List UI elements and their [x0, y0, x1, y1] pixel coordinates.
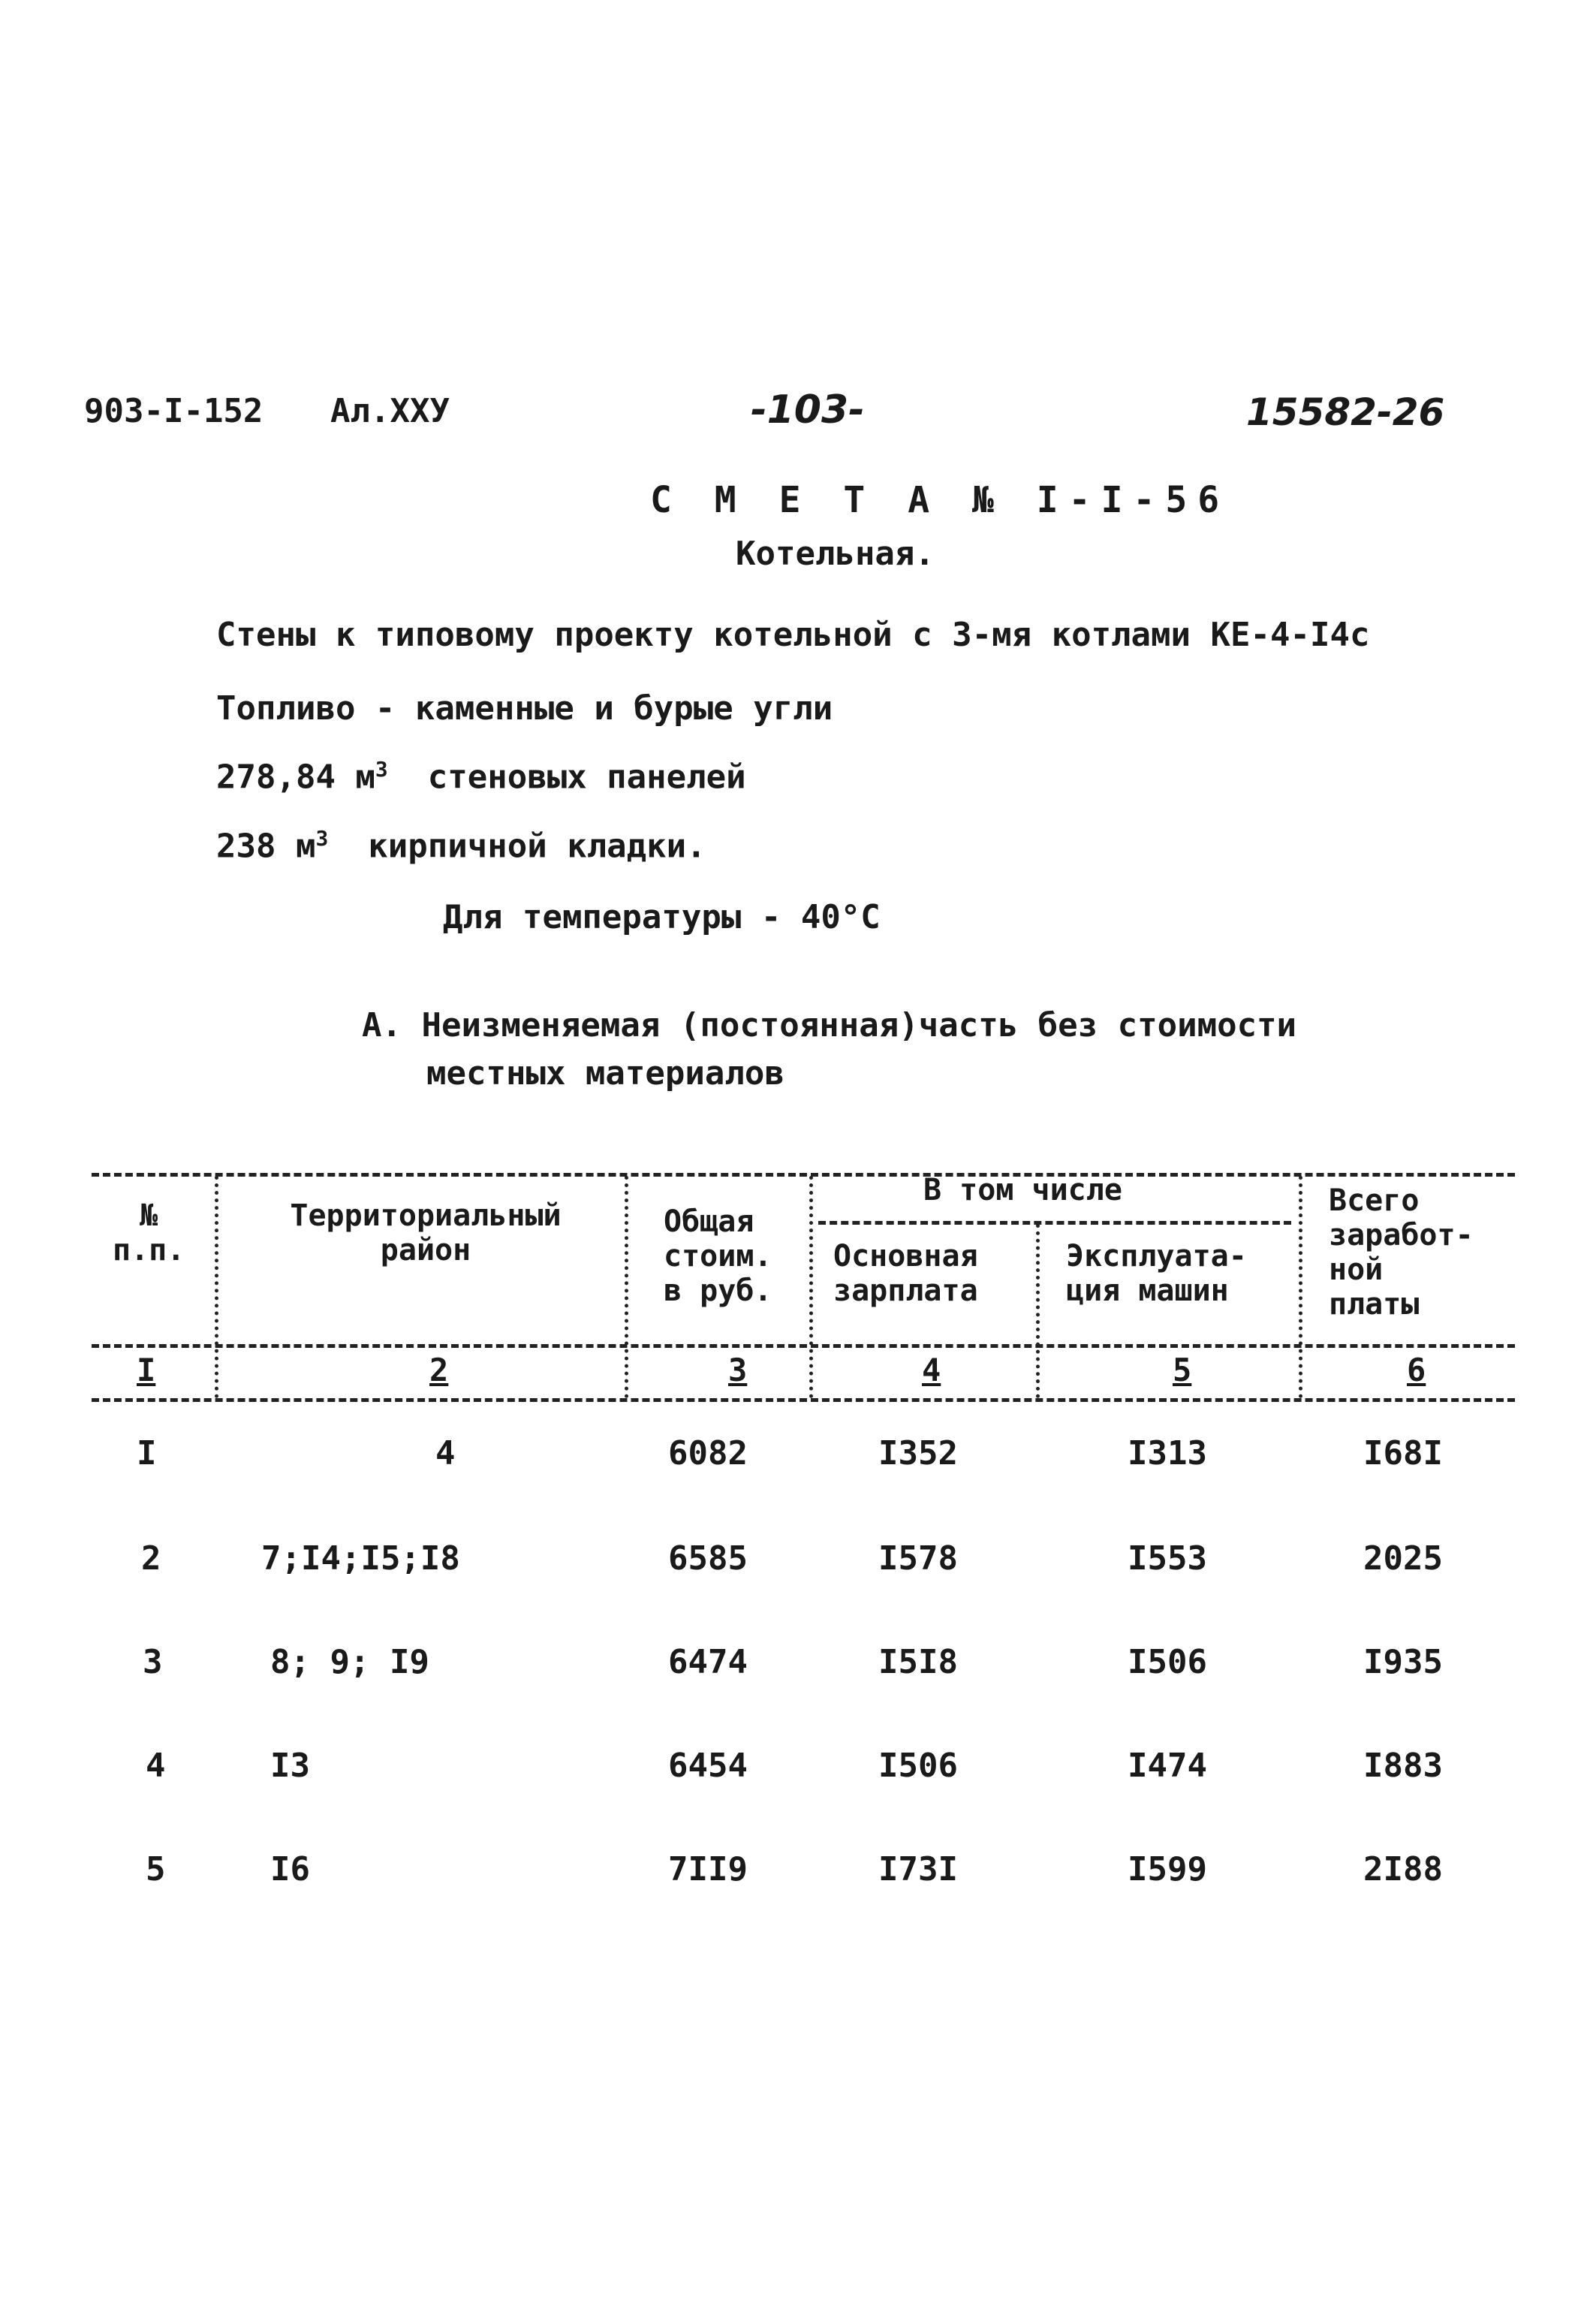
- column-number: 5: [1173, 1352, 1192, 1388]
- row-wages: 2I88: [1363, 1850, 1443, 1889]
- row-region: 4: [435, 1434, 456, 1473]
- section-a-line1: А. Неизменяемая (постоянная)часть без стоимости: [362, 1006, 1297, 1044]
- header-col5-line1: Эксплуата-: [1066, 1239, 1247, 1274]
- header-col2: [264, 1198, 587, 1268]
- column-number: 6: [1407, 1352, 1426, 1388]
- row-total: 6585: [668, 1539, 748, 1578]
- row-total: 6454: [668, 1747, 748, 1785]
- row-machines: I599: [1128, 1850, 1207, 1889]
- header-col4-line2: зарплата: [833, 1274, 978, 1308]
- header-col3-line2: стоим.: [664, 1239, 772, 1274]
- header-col1-line2: п.п.: [113, 1233, 185, 1268]
- header-col6: [1329, 1183, 1474, 1322]
- brickwork-volume-unit-power: 3: [315, 826, 329, 851]
- header-col1-line1: №: [140, 1198, 158, 1233]
- row-number: 5: [146, 1850, 166, 1889]
- header-col5: [1066, 1239, 1247, 1308]
- section-a-line2: местных материалов: [426, 1054, 784, 1093]
- header-col6-line4: платы: [1329, 1287, 1420, 1322]
- row-wages: I68I: [1363, 1434, 1443, 1473]
- column-number: 3: [728, 1352, 748, 1388]
- description-fuel: Топливо - каменные и бурые угли: [216, 689, 833, 728]
- row-total: 6082: [668, 1434, 748, 1473]
- header-col3-line3: в руб.: [664, 1274, 772, 1308]
- column-separator: [625, 1176, 628, 1398]
- estimate-title: С М Е Т А № I-I-56: [650, 479, 1230, 521]
- document-code: 903-I-152: [84, 392, 263, 430]
- brickwork-volume: 238 м: [216, 827, 316, 866]
- description-brickwork: [216, 826, 706, 866]
- header-col2-line1: Территориальный: [290, 1198, 562, 1233]
- section-a-heading: [362, 1002, 1296, 1098]
- column-number: 2: [429, 1352, 449, 1388]
- row-salary: I5I8: [878, 1643, 958, 1681]
- header-col4-line1: Основная: [833, 1239, 978, 1274]
- row-wages: I883: [1363, 1747, 1443, 1785]
- row-machines: I474: [1128, 1747, 1207, 1785]
- row-wages: I935: [1363, 1643, 1443, 1681]
- header-col3-line1: Общая: [664, 1204, 754, 1239]
- inventory-number: 15582-26: [1246, 390, 1445, 434]
- header-group: В том числе: [923, 1173, 1122, 1207]
- header-col6-line3: ной: [1329, 1252, 1384, 1287]
- album-number: Ал.XXУ: [330, 392, 450, 430]
- row-region: I3: [270, 1747, 310, 1785]
- header-col6-line2: заработ-: [1329, 1218, 1474, 1252]
- column-separator: [215, 1176, 218, 1398]
- header-col4: [833, 1239, 978, 1308]
- panels-label: стеновых панелей: [427, 758, 746, 797]
- row-number: 2: [141, 1539, 161, 1578]
- row-salary: I352: [878, 1434, 958, 1473]
- row-region: 7;I4;I5;I8: [261, 1539, 460, 1578]
- header-col1: [113, 1198, 185, 1268]
- row-total: 7II9: [668, 1850, 748, 1889]
- page-number: -103-: [751, 387, 865, 433]
- description-temperature: Для температуры - 40°С: [443, 898, 881, 936]
- row-total: 6474: [668, 1643, 748, 1681]
- row-salary: I578: [878, 1539, 958, 1578]
- row-salary: I506: [878, 1747, 958, 1785]
- column-separator: [1036, 1224, 1040, 1398]
- row-number: 4: [146, 1747, 166, 1785]
- row-machines: I313: [1128, 1434, 1207, 1473]
- panels-volume: 278,84 м: [216, 758, 375, 797]
- column-numbers-rule: [92, 1398, 1515, 1402]
- column-number: 4: [922, 1352, 941, 1388]
- row-machines: I506: [1128, 1643, 1207, 1681]
- header-col2-line2: район: [380, 1233, 471, 1268]
- row-machines: I553: [1128, 1539, 1207, 1578]
- column-number: I: [137, 1352, 156, 1388]
- row-salary: I73I: [878, 1850, 958, 1889]
- panels-volume-unit-power: 3: [375, 757, 388, 782]
- row-wages: 2025: [1363, 1539, 1443, 1578]
- description-panels: [216, 757, 746, 797]
- row-region: 8; 9; I9: [270, 1643, 429, 1681]
- row-region: I6: [270, 1850, 310, 1889]
- column-separator: [1299, 1176, 1302, 1398]
- header-col6-line1: Всего: [1329, 1183, 1420, 1218]
- row-number: I: [137, 1434, 157, 1473]
- row-number: 3: [143, 1643, 163, 1681]
- header-col5-line2: ция машин: [1066, 1274, 1229, 1308]
- column-separator: [809, 1176, 813, 1398]
- estimate-subtitle: Котельная.: [736, 535, 935, 573]
- description-project: Стены к типовому проекту котельной с 3-мя котлами КЕ-4-I4с: [216, 616, 1370, 654]
- header-col3: [664, 1204, 772, 1308]
- brickwork-label: кирпичной кладки.: [368, 827, 706, 866]
- group-header-rule: [818, 1221, 1291, 1225]
